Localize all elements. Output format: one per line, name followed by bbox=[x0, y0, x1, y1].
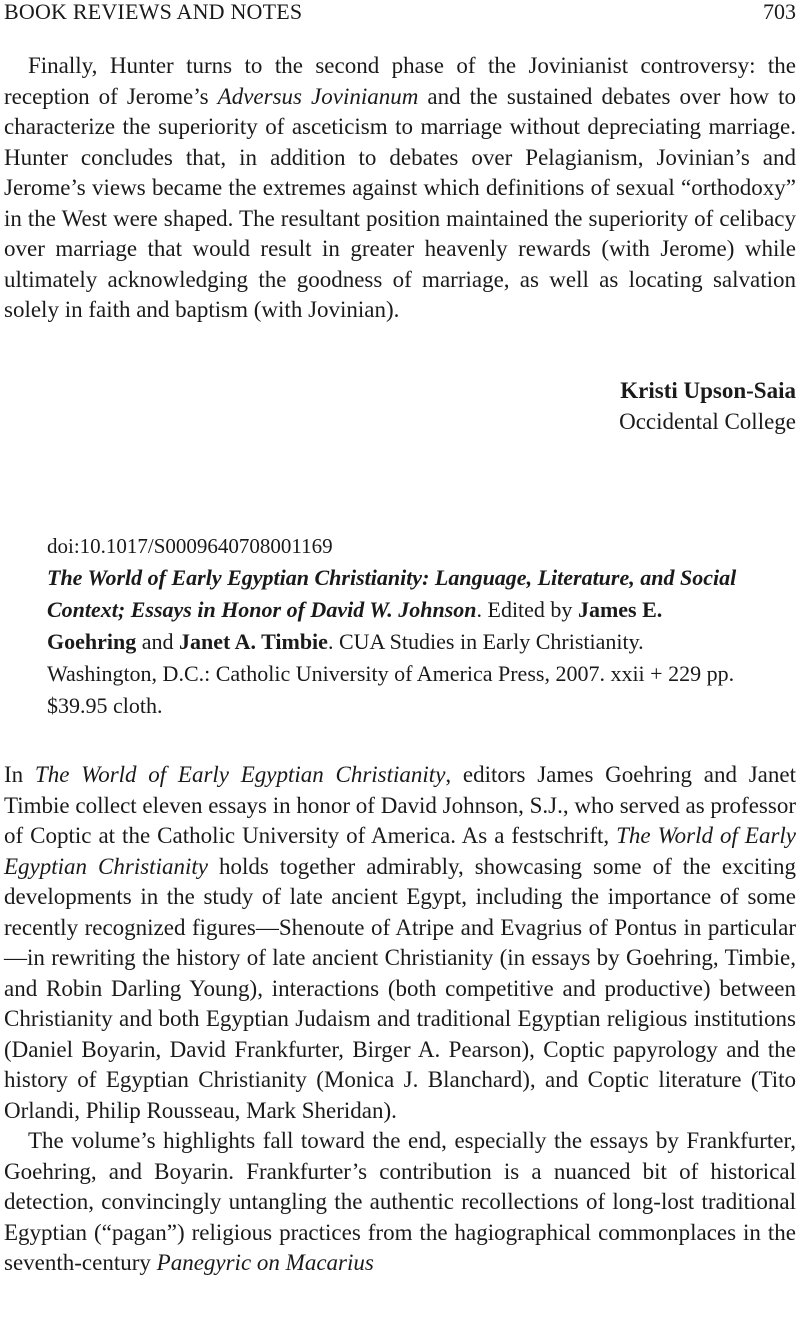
book-citation bbox=[47, 530, 756, 722]
paragraph: The volume’s highlights fall toward the end, especially the essays by Frankfurter, Goehring, and Boyarin. Frankfurter’s contribution is a nuanced bit of historical detection, convincingly untangling the authentic recollections of long-lost traditional Egyptian (“pagan”) religious practices from the hagiographical commonplaces in the seventh-century Panegyric on Macarius bbox=[4, 1128, 796, 1275]
running-title: BOOK REVIEWS AND NOTES bbox=[4, 0, 303, 24]
paragraph: In The World of Early Egyptian Christianity, editors James Goehring and Janet Timbie collect eleven essays in honor of David Johnson, S.J., who served as professor of Coptic at the Catholic University of America. As a festschrift, The World of Early Egyptian Christianity holds together admirably, showcasing some of the exciting developments in the study of late ancient Egypt, including the importance of some recently recognized figures—Shenoute of Atripe and Evagrius of Pontus in particular—in rewriting the history of late ancient Christianity (in essays by Goehring, Timbie, and Robin Darling Young), interactions (both competitive and productive) between Christianity and both Egyptian Judaism and traditional Egyptian religious institutions (Daniel Boyarin, David Frankfurter, Birger A. Pearson), Coptic papyrology and the history of Egyptian Christianity (Monica J. Blanchard), and Coptic literature (Tito Orlandi, Philip Rousseau, Mark Sheridan). bbox=[4, 762, 796, 1123]
doi: doi:10.1017/S0009640708001169 bbox=[47, 534, 333, 558]
book-title-inline: The World of Early Egyptian Christianity bbox=[4, 823, 796, 879]
running-head bbox=[4, 0, 796, 25]
page-number: 703 bbox=[763, 0, 796, 24]
citation-text: The World of Early Egyptian Christianity: Language, Literature, and Social Context; Essays in Honor of David W. Johnson. Edited by James E. Goehring and Janet A. Timbie. CUA Studies in Early Christianity. Washington, D.C.: Catholic University of America Press, 2007. xxii + 229 pp. $39.95 cloth. bbox=[47, 565, 737, 718]
book-title-inline: The World of Early Egyptian Christianity bbox=[34, 762, 446, 787]
book-title: The World of Early Egyptian Christianity: Language, Literature, and Social Context; Essays in Honor of David W. Johnson bbox=[47, 565, 737, 622]
reviewer-affiliation: Occidental College bbox=[619, 408, 796, 434]
work-title: Panegyric on Macarius bbox=[156, 1250, 374, 1275]
previous-review-conclusion bbox=[4, 51, 796, 326]
work-title: Adversus Jovinianum bbox=[217, 83, 419, 109]
review-body bbox=[4, 760, 796, 1279]
editor-name: James E. Goehring bbox=[47, 597, 663, 654]
editor-name: Janet A. Timbie bbox=[179, 629, 328, 654]
reviewer-signature bbox=[619, 376, 796, 437]
paragraph: Finally, Hunter turns to the second phase of the Jovinianist controversy: the reception of Jerome’s Adversus Jovinianum and the sustained debates over how to characterize the superiority of asceticism to marriage without depreciating marriage. Hunter concludes that, in addition to debates over Pelagianism, Jovinian’s and Jerome’s views became the extremes against which definitions of sexual “orthodoxy” in the West were shaped. The resultant position maintained the superiority of celibacy over marriage that would result in greater heavenly rewards (with Jerome) while ultimately acknowledging the goodness of marriage, as well as locating salvation solely in faith and baptism (with Jovinian). bbox=[4, 53, 796, 322]
reviewer-name: Kristi Upson-Saia bbox=[620, 378, 796, 403]
